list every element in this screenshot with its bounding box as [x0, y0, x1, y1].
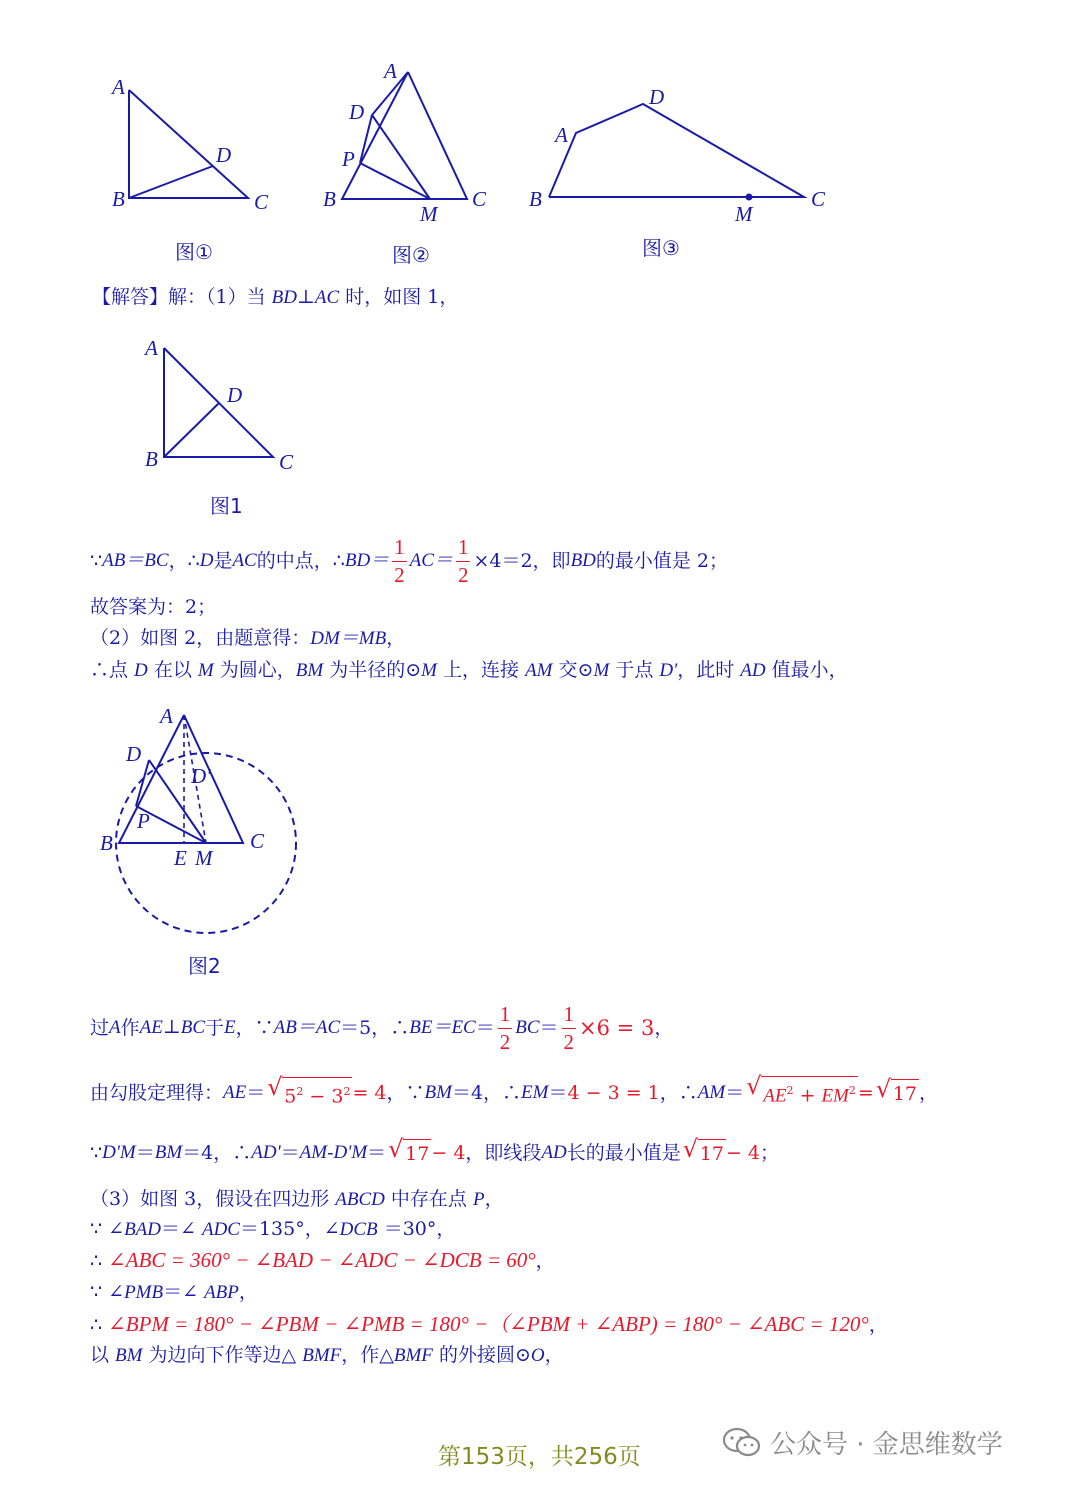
caption-fig-b: 图②: [392, 243, 430, 267]
label-d: D: [227, 383, 243, 407]
wechat-icon: [722, 1427, 762, 1459]
caption-fig1: 图1: [210, 494, 243, 518]
label-a: A: [145, 336, 158, 360]
sqrt-expression: √ $5^2 - 3^2$: [267, 1072, 351, 1108]
step-2-intro: （2）如图 2，由题意得：DM＝MB，: [90, 627, 406, 649]
label-p: P: [137, 809, 150, 833]
step-3-circumcircle: 以 BM 为边向下作等边△ BMF，作△BMF 的外接圆⊙O，: [90, 1344, 564, 1366]
sqrt-17: √ 17: [388, 1135, 430, 1165]
label-b: B: [112, 187, 125, 211]
label-a: A: [384, 59, 397, 83]
label-m: M: [735, 202, 753, 226]
label-d: D: [216, 143, 232, 167]
fig2-segment-pm: [360, 163, 430, 199]
fig2-triangle-sides: [342, 72, 467, 199]
fraction-one-half: $\frac{1}{2}$: [563, 1001, 575, 1054]
step-2-pythagoras-line: 由勾股定理得： AE ＝ √ $5^2 - 3^2$ = 4 ，∵ BM ＝4，∴ EM ＝ 4 − 3 = 1 ，∴ AM ＝ √ $AE^2 + EM^2$ = √ 17 ，: [90, 1075, 938, 1111]
figure-2-solution: [95, 700, 315, 940]
step-3-bpm-angle: ∴ ∠BPM = 180° − ∠PBM − ∠PMB = 180° −（∠PBM + ∠ABP) = 180° − ∠ABC = 120°，: [90, 1312, 888, 1336]
label-d: D: [349, 100, 365, 124]
label-b: B: [323, 187, 336, 211]
caption-fig2: 图2: [188, 954, 221, 978]
step-1-line: ∵ AB＝BC ， ∴ D 是 AC 的中点， ∴ BD＝ $\frac{1}{2}$ AC＝ $\frac{1}{2}$ ×4＝2，即 BD 的最小值是 2；: [90, 534, 729, 587]
label-e: E: [174, 846, 187, 870]
step-3-abc-angle: ∴ ∠ABC = 360° − ∠BAD − ∠ADC − ∠DCB = 60°，: [90, 1248, 555, 1272]
fraction-one-half: $\frac{1}{2}$: [499, 1001, 511, 1054]
label-d: D: [126, 742, 142, 766]
sol2-segment-dp: [136, 760, 149, 806]
watermark: [722, 1424, 1003, 1461]
step-2-result-line: ∵ D'M ＝ BM ＝4，∴ AD' ＝ AM - D'M ＝ √ 17 − 4 ，即线段 AD 长的最小值是 √ 17 − 4 ；: [90, 1135, 780, 1165]
label-c: C: [279, 450, 294, 474]
answer-intro: 【解答】解：（1）当 BD⊥AC 时，如图 1，: [92, 286, 459, 308]
label-b: B: [145, 447, 158, 471]
watermark-text: 公众号 · 金思维数学: [770, 1430, 1003, 1460]
fig3-point-m: [746, 194, 753, 201]
page-number-footer: 第153页，共256页: [438, 1444, 641, 1470]
figure-1-solution: [140, 335, 310, 475]
label-c: C: [250, 829, 265, 853]
label-c: C: [472, 187, 487, 211]
sol1-segment-bd: [164, 403, 219, 457]
label-a: A: [112, 75, 125, 99]
fig1-segment-bd: [129, 166, 213, 198]
step-2-height-line: 过 A 作 AE⊥BC 于 E ，∵ AB＝AC ＝5，∴ BE＝EC ＝ $\frac{1}{2}$ BC ＝ $\frac{1}{2}$ ×6 = 3 ，: [90, 1001, 674, 1054]
label-d: D: [649, 85, 665, 109]
sqrt-17: √ 17: [682, 1135, 724, 1165]
figure-3-quadrilateral: [525, 80, 845, 230]
label-c: C: [254, 190, 269, 214]
fraction-one-half: $\frac{1}{2}$: [457, 534, 469, 587]
figure-2-triangle: [320, 60, 500, 225]
label-a: A: [160, 704, 173, 728]
step-3-angles: ∵ ∠BAD＝∠ ADC＝135°，∠DCB ＝30°，: [90, 1218, 456, 1240]
caption-fig-c: 图③: [642, 236, 680, 260]
label-b: B: [529, 187, 542, 211]
label-c: C: [811, 187, 826, 211]
step-1-answer: 故答案为：2；: [90, 596, 217, 618]
fig2-segment-dm: [372, 115, 430, 199]
label-m: M: [420, 202, 438, 226]
label-a: A: [555, 123, 568, 147]
step-3-intro: （3）如图 3，假设在四边形 ABCD 中存在点 P，: [90, 1188, 504, 1210]
label-d-prime: D': [191, 764, 211, 788]
step-2-circle-line: ∴点 D 在以 M 为圆心，BM 为半径的⊙M 上，连接 AM 交⊙M 于点 D'，此时 AD 值最小，: [90, 659, 848, 681]
label-p: P: [342, 147, 355, 171]
figure-1-triangle: [100, 70, 290, 220]
caption-fig-a: 图①: [175, 240, 213, 264]
label-m: M: [195, 846, 213, 870]
step-3-pmb-angle: ∵ ∠PMB＝∠ ABP，: [90, 1281, 258, 1303]
sqrt-17: √ 17: [875, 1075, 917, 1105]
fraction-one-half: $\frac{1}{2}$: [394, 534, 405, 587]
label-b: B: [100, 831, 113, 855]
sqrt-expression: √ $AE^2 + EM^2$: [746, 1076, 858, 1109]
fig3-quadrilateral-sides: [549, 104, 804, 197]
